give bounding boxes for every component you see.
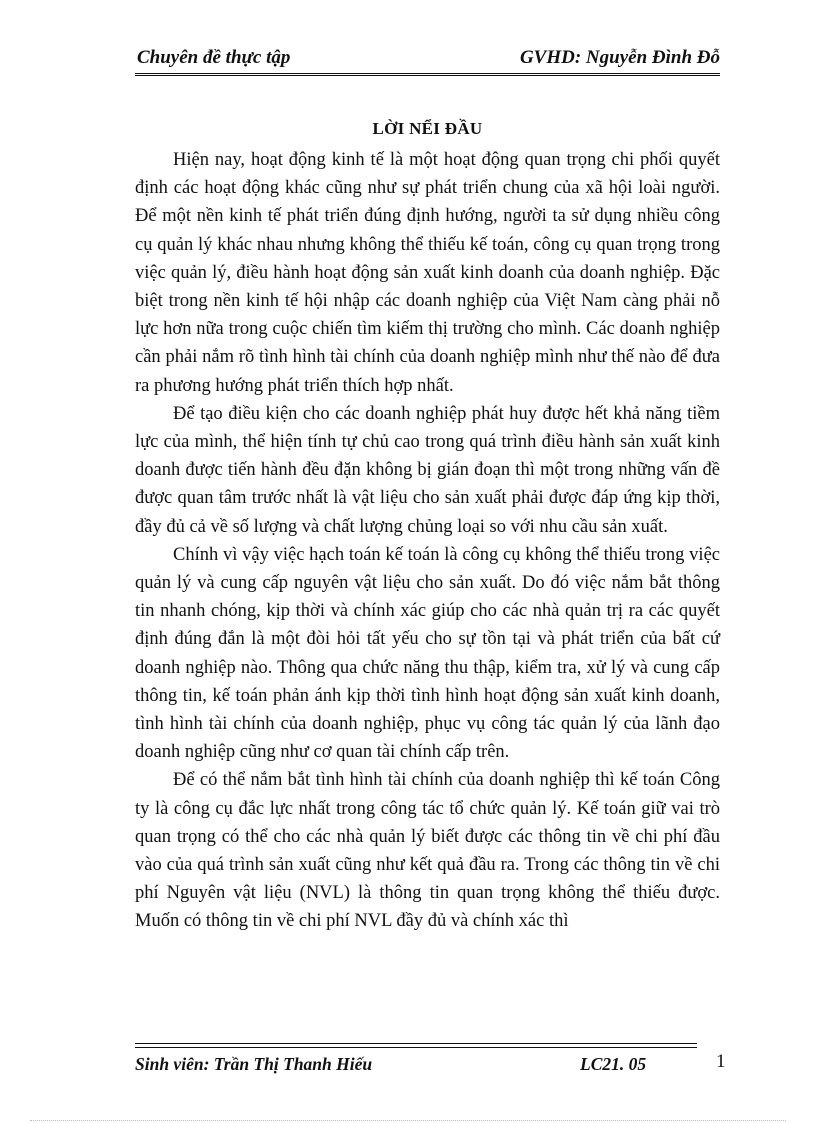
page-edge	[30, 1120, 786, 1121]
header-supervisor: GVHD: Nguyễn Đình Đỗ	[519, 47, 720, 68]
document-body	[135, 146, 720, 936]
footer-student: Sinh viên: Trần Thị Thanh Hiếu	[135, 1054, 373, 1074]
header-topic: Chuyên đề thực tập	[137, 47, 291, 68]
footer-divider	[135, 1043, 697, 1048]
page-header	[135, 45, 720, 76]
paragraph: Chính vì vậy việc hạch toán kế toán là công cụ không thể thiếu trong việc quản lý và cung cấp nguyên vật liệu cho sản xuất. Do đó việc nắm bắt thông tin nhanh chóng, kịp thời và chính xác giúp cho các nhà quản trị ra các quyết định đúng đắn là một đòi hỏi tất yếu cho sự tồn tại và phát triển của bất cứ doanh nghiệp nào. Thông qua chức năng thu thập, kiểm tra, xử lý và cung cấp thông tin, kế toán phản ánh kịp thời tình hình hoạt động sản xuất kinh doanh, tình hình tài chính của doanh nghiệp, phục vụ công tác quản lý của lãnh đạo doanh nghiệp cũng như cơ quan tài chính cấp trên.	[135, 544, 720, 763]
footer-class-code: LC21. 05	[580, 1054, 647, 1074]
document-title: LỜI NỂI ĐẦU	[372, 119, 483, 138]
paragraph: Để tạo điều kiện cho các doanh nghiệp phát huy được hết khả năng tiềm lực của mình, thể hiện tính tự chủ cao trong quá trình điều hành sản xuất kinh doanh được tiến hành đều đặn không bị gián đoạn thì một trong những vấn đề được quan tâm trước nhất là vật liệu cho sản xuất phải được đáp ứng kịp thời, đầy đủ cả về số lượng và chất lượng chủng loại so với nhu cầu sản xuất.	[135, 403, 720, 537]
paragraph: Hiện nay, hoạt động kinh tế là một hoạt động quan trọng chi phối quyết định các hoạt động khác cũng như sự phát triển chung của xã hội loài người. Để một nền kinh tế phát triển đúng định hướng, người ta sử dụng nhiều công cụ quản lý khác nhau nhưng không thể thiếu kế toán, công cụ quan trọng trong việc quản lý, điều hành hoạt động sản xuất kinh doanh của doanh nghiệp. Đặc biệt trong nền kinh tế hội nhập các doanh nghiệp của Việt Nam càng phải nỗ lực hơn nữa trong cuộc chiến tìm kiếm thị trường cho mình. Các doanh nghiệp cần phải nắm rõ tình hình tài chính của doanh nghiệp mình như thế nào để đưa ra phương hướng phát triển thích hợp nhất.	[135, 150, 720, 396]
page-number: 1	[716, 1051, 726, 1072]
paragraph: Để có thể nắm bắt tình hình tài chính của doanh nghiệp thì kế toán Công ty là công cụ đắc lực nhất trong công tác tổ chức quản lý. Kế toán giữ vai trò quan trọng có thể cho các nhà quản lý biết được các thông tin về chi phí đầu vào của quá trình sản xuất cũng như kết quả đầu ra. Trong các thông tin về chi phí Nguyên vật liệu (NVL) là thông tin quan trọng không thể thiếu được. Muốn có thông tin về chi phí NVL đầy đủ và chính xác thì	[135, 770, 720, 932]
